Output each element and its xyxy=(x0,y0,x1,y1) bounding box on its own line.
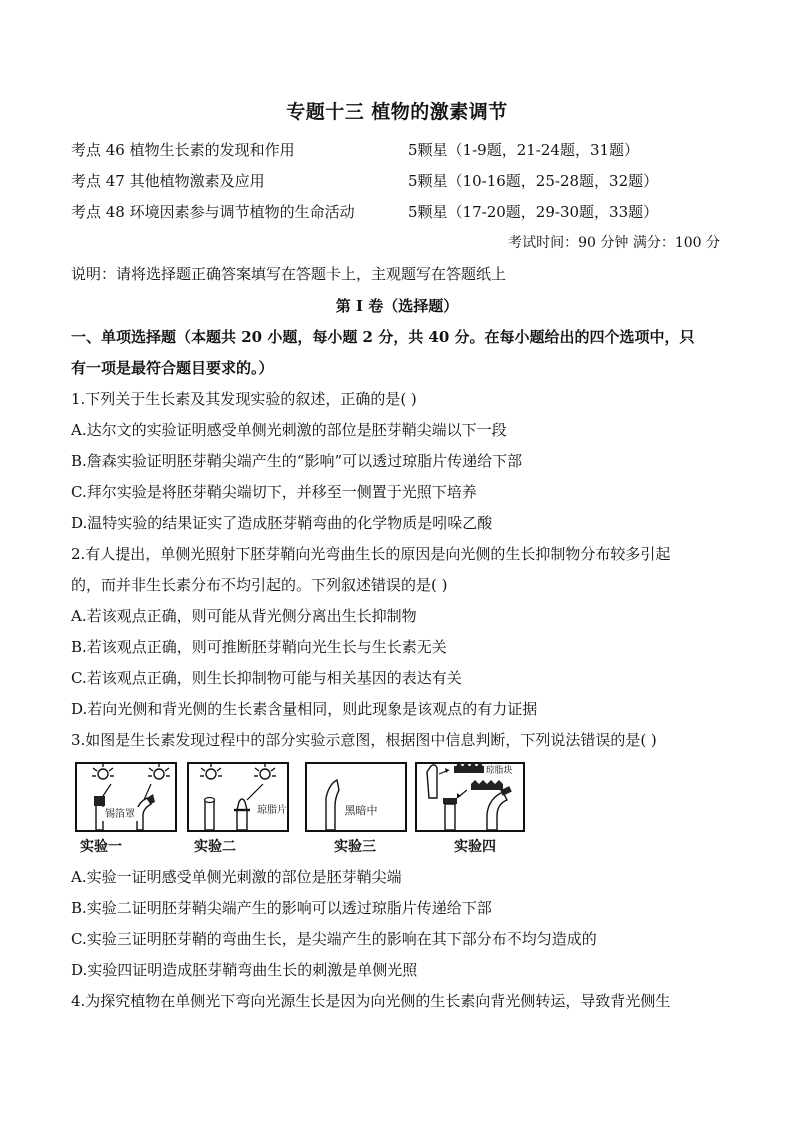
coleoptile-curved xyxy=(487,792,507,830)
topic-47 xyxy=(71,170,659,191)
q2-stem-line1: 2.有人提出，单侧光照射下胚芽鞘向光弯曲生长的原因是向光侧的生长抑制物分布较多引起 xyxy=(71,545,671,563)
caption-experiment-1: 实验一 xyxy=(80,839,122,855)
part1-heading-line2: 有一项是最符合题目要求的。） xyxy=(71,359,274,377)
topic-stars: 5颗星（1-9题，21-24题，31题） xyxy=(408,141,640,159)
sun-icon xyxy=(254,764,276,779)
coleoptile-cut xyxy=(205,800,214,830)
q3-option-c: C.实验三证明胚芽鞘的弯曲生长，是尖端产生的影响在其下部分布不均匀造成的 xyxy=(71,930,597,948)
q3-option-b: B.实验二证明胚芽鞘尖端产生的影响可以透过琼脂片传递给下部 xyxy=(71,899,492,917)
section-title: 第 I 卷（选择题） xyxy=(335,297,459,315)
exam-info: 考试时间：90 分钟 满分：100 分 xyxy=(508,235,720,251)
label-dark: 黑暗中 xyxy=(344,804,378,817)
q2-option-c: C.若该观点正确，则生长抑制物可能与相关基因的表达有关 xyxy=(71,669,462,687)
page-title: 专题十三 植物的激素调节 xyxy=(286,101,508,123)
instructions-note: 说明：请将选择题正确答案填写在答题卡上，主观题写在答题纸上 xyxy=(71,265,507,283)
coleoptile-with-agar-sheet xyxy=(237,799,247,830)
topic-stars: 5颗星（17-20题，29-30题，33题） xyxy=(408,203,659,221)
topic-48 xyxy=(71,201,659,222)
q1-option-b: B.詹森实验证明胚芽鞘尖端产生的“影响”可以透过琼脂片传递给下部 xyxy=(71,452,523,470)
label-agar-block: 琼脂块 xyxy=(485,766,513,776)
agar-block-row-2 xyxy=(471,780,503,790)
label-agar-sheet: 琼脂片 xyxy=(257,805,287,816)
agar-block-row-1 xyxy=(454,764,484,774)
q2-option-d: D.若向光侧和背光侧的生长素含量相同，则此现象是该观点的有力证据 xyxy=(71,700,538,718)
label-tinfoil: 锡箔罩 xyxy=(105,809,135,820)
topic-name: 考点 46 植物生长素的发现和作用 xyxy=(71,141,295,159)
coleoptile-tip-offset xyxy=(326,780,339,830)
caption-experiment-4: 实验四 xyxy=(454,839,496,855)
q1-option-c: C.拜尔实验是将胚芽鞘尖端切下，并移至一侧置于光照下培养 xyxy=(71,483,477,501)
q2-option-b: B.若该观点正确，则可推断胚芽鞘向光生长与生长素无关 xyxy=(71,638,447,656)
q2-option-a: A.若该观点正确，则可能从背光侧分离出生长抑制物 xyxy=(71,607,417,625)
caption-experiment-2: 实验二 xyxy=(194,839,236,855)
agar-block-on-stump xyxy=(443,798,457,804)
q3-option-a: A.实验一证明感受单侧光刺激的部位是胚芽鞘尖端 xyxy=(71,868,402,886)
coleoptile-stump xyxy=(445,804,455,830)
part1-heading-line1: 一、单项选择题（本题共 20 小题，每小题 2 分，共 40 分。在每小题给出的四个选项中，只 xyxy=(71,328,695,346)
q3-experiment-figure xyxy=(71,758,531,836)
sun-icon xyxy=(200,764,222,779)
topic-name: 考点 48 环境因素参与调节植物的生命活动 xyxy=(71,203,355,221)
sun-icon xyxy=(92,764,114,779)
q1-option-d: D.温特实验的结果证实了造成胚芽鞘弯曲的化学物质是吲哚乙酸 xyxy=(71,514,493,532)
q2-stem-line2: 的，而并非生长素分布不均引起的。下列叙述错误的是( ) xyxy=(71,576,448,594)
q3-option-d: D.实验四证明造成胚芽鞘弯曲生长的刺激是单侧光照 xyxy=(71,961,418,979)
panel-3-frame xyxy=(306,763,406,831)
topic-stars: 5颗星（10-16题，25-28题，32题） xyxy=(408,172,659,190)
topic-name: 考点 47 其他植物激素及应用 xyxy=(71,172,265,190)
tinfoil-cap xyxy=(94,796,105,806)
q4-stem: 4.为探究植物在单侧光下弯向光源生长是因为向光侧的生长素向背光侧转运，导致背光侧生 xyxy=(71,992,671,1010)
q3-stem: 3.如图是生长素发现过程中的部分实验示意图，根据图中信息判断，下列说法错误的是( ) xyxy=(71,731,657,749)
topic-46 xyxy=(71,139,640,160)
caption-experiment-3: 实验三 xyxy=(334,839,376,855)
coleoptile-bent xyxy=(137,798,151,830)
cut-tip xyxy=(427,765,437,798)
q1-stem: 1.下列关于生长素及其发现实验的叙述，正确的是( ) xyxy=(71,390,417,408)
q1-option-a: A.达尔文的实验证明感受单侧光刺激的部位是胚芽鞘尖端以下一段 xyxy=(71,421,507,439)
sun-icon xyxy=(148,764,170,779)
